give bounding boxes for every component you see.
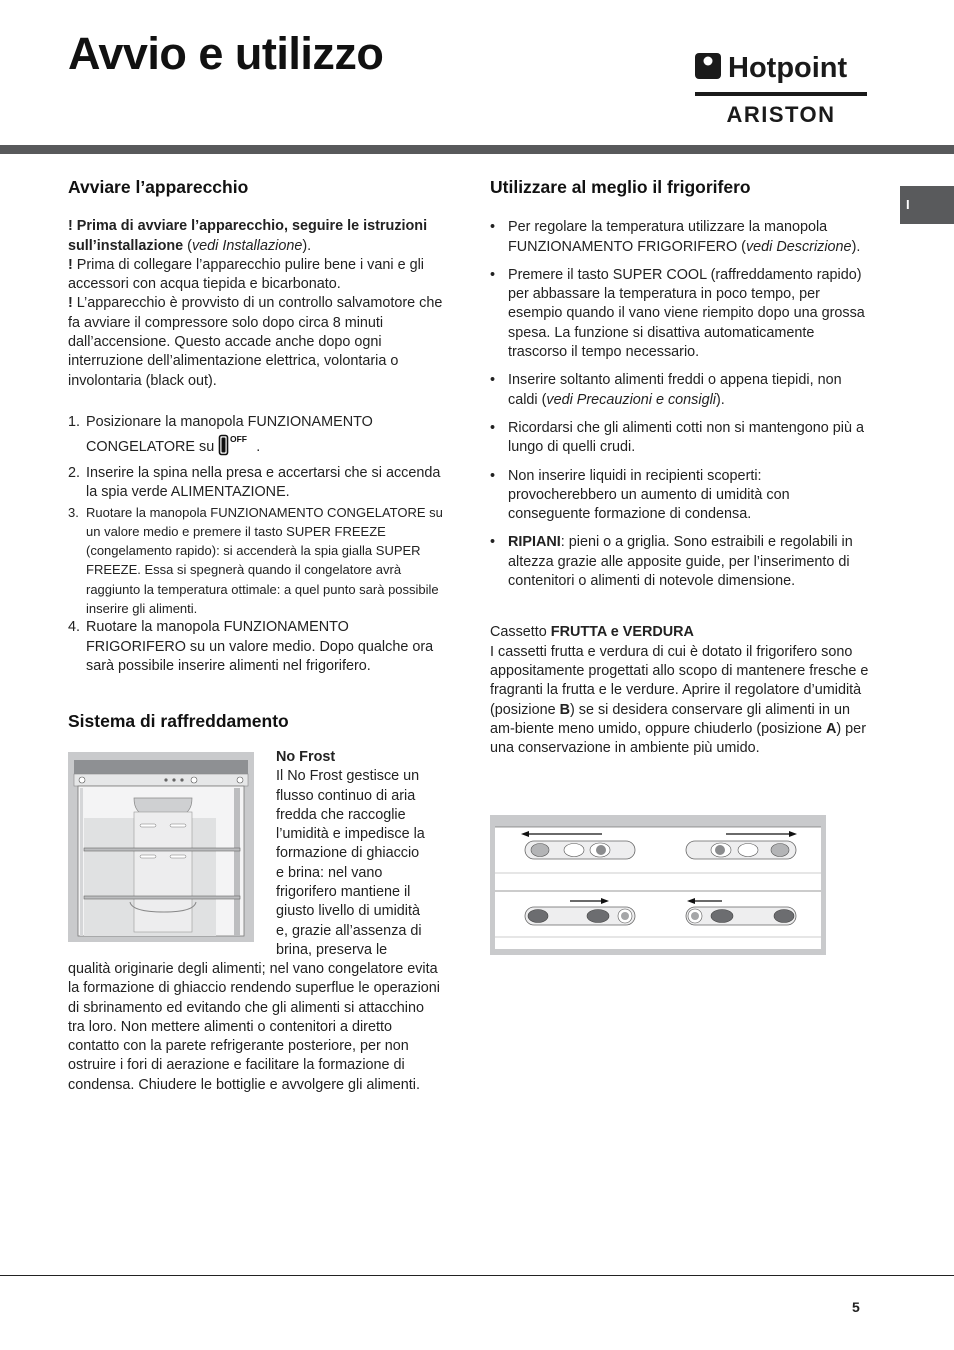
step-item — [68, 618, 444, 676]
tip-text: : pieni o a griglia. Sono estraibili e regolabili in altezza grazie alle apposite guide, per l’inserimento di contenitori o alimenti di notevole dimensione. — [508, 534, 853, 590]
brand-top-text: Hotpoint — [728, 52, 848, 84]
step-text: Ruotare la manopola FUNZIONAMENTO CONGELATORE su un valore medio e premere il tasto SUPER FREEZE (congelamento rapido): si accenderà la spia gialla SUPER FREEZE. Essa si spegnerà quando il congelatore avrà raggiunto la temperatura ottimale: a quel punto sarà possibile inserire gli alimenti. — [86, 504, 443, 617]
tip-text: Premere il tasto SUPER COOL (raffreddamento rapido) per abbassare la temperatura in poco tempo, per esempio quando il vano viene riempito dopo una grossa spesa. La funzione si disattiva automaticamente trascorso il tempo necessario. — [508, 266, 865, 361]
nofrost-line: l’umidità e impedisce la — [276, 826, 425, 843]
nofrost-side-text — [276, 748, 446, 960]
step-text: Inserire la spina nella presa e accertarsi che si accenda la spia verde ALIMENTAZIONE. — [86, 464, 441, 501]
nofrost-line: flusso continuo di aria — [276, 787, 416, 804]
section-heading-start: Avviare l’apparecchio — [68, 177, 249, 197]
step-item — [68, 503, 444, 619]
page-title: Avvio e utilizzo — [68, 28, 384, 79]
nofrost-line: giusto livello di umidità — [276, 903, 420, 920]
tip-text-end: ). — [715, 391, 725, 408]
drawer-label-bold: FRUTTA e VERDURA — [550, 624, 694, 641]
start-steps-list — [68, 410, 444, 676]
step-number: 1. — [68, 413, 81, 430]
tip-bold: RIPIANI — [508, 534, 561, 551]
list-item — [490, 266, 870, 362]
drawer-text: ) se si desidera conservare gli alimenti in un am-biente meno umido, oppure chiuderlo (posizione — [490, 701, 850, 737]
warning-install-open: ( — [183, 237, 192, 254]
off-label: OFF — [230, 433, 248, 444]
step-number: 4. — [68, 619, 81, 636]
list-item — [490, 419, 870, 458]
tip-text: Per regolare la temperatura utilizzare la manopola FUNZIONAMENTO FRIGORIFERO ( — [508, 219, 828, 255]
position-a: A — [825, 720, 837, 737]
warning-mark: ! — [68, 256, 73, 273]
left-column — [68, 178, 444, 732]
warning-motor — [68, 294, 444, 390]
step-text: Posizionare la manopola FUNZIONAMENTO CONGELATORE su — [86, 413, 373, 455]
brand-logo — [694, 52, 870, 126]
section-heading-cooling: Sistema di raffreddamento — [68, 711, 289, 732]
nofrost-body-text — [68, 960, 444, 1095]
header-divider — [0, 145, 954, 154]
nofrost-line: e brina: nel vano — [276, 864, 383, 881]
tip-ref: vedi Precauzioni e consigli — [546, 391, 716, 408]
nofrost-line: fredda che raccoglie — [276, 806, 406, 823]
drawer-description — [490, 643, 870, 759]
section-heading-fridge: Utilizzare al meglio il frigorifero — [490, 177, 751, 197]
tip-text: Inserire soltanto alimenti freddi o appena tiepidi, non caldi ( — [508, 372, 842, 408]
step-number: 3. — [68, 504, 79, 520]
list-item — [490, 218, 870, 257]
warning-install-bold: ! Prima di avviare l’apparecchio, seguire le istruzioni sull’installazione — [68, 218, 428, 254]
nofrost-title: No Frost — [276, 749, 336, 765]
list-item — [490, 467, 870, 525]
language-tab-label: I — [906, 197, 910, 212]
warning-install-ref: vedi Installazione — [191, 237, 303, 254]
step-text-end: . — [252, 438, 261, 455]
step-item — [68, 464, 444, 503]
list-item — [490, 533, 870, 591]
warning-install — [68, 217, 444, 256]
nofrost-line: frigorifero mantiene il — [276, 884, 411, 901]
warning-mark: ! — [68, 295, 73, 312]
drawer-text: ) per una conservazione in ambiente più umido. — [490, 720, 866, 757]
position-b: B — [559, 701, 570, 718]
nofrost-rest: qualità originarie degli alimenti; nel vano congelatore evita la formazione di ghiaccio rendendo superflue le operazioni di sbrinamento ed evitando che gli alimenti si attacchino tra loro. Non mettere alimenti o contenitori a diretto contatto con la parete refrigerante posteriore, per non ostruire i fori di aerazione e facilitare la formazione di condensa. Chiudere le bottiglie e avvolgere gli alimenti. — [68, 961, 440, 1093]
fridge-tips-list — [490, 218, 870, 591]
drawer-heading — [490, 623, 870, 642]
nofrost-line: e, grazie all’assenza di — [276, 922, 422, 939]
tip-text-end: ). — [851, 238, 861, 255]
warning-clean — [68, 256, 444, 295]
language-tab — [900, 186, 954, 224]
drawer-label: Cassetto — [490, 624, 551, 641]
warning-install-close: ). — [302, 237, 312, 254]
tip-ref: vedi Descrizione — [745, 238, 852, 255]
list-item — [490, 371, 870, 410]
nofrost-line: brina, preserva le — [276, 941, 388, 958]
humidity-regulator-illustration — [490, 815, 826, 955]
right-column — [490, 178, 870, 758]
page-number: 5 — [852, 1299, 860, 1315]
tip-text: Ricordarsi che gli alimenti cotti non si mantengono più a lungo di quelli crudi. — [508, 419, 864, 456]
nofrost-line: formazione di ghiaccio — [276, 845, 420, 862]
off-knob-icon — [218, 434, 252, 464]
step-item — [68, 410, 444, 464]
drawer-text: I cassetti frutta e verdura di cui è dotato il frigorifero sono appositamente progettati allo scopo di mantenere fresche e fragranti la frutta e le verdure. Aprire il regolatore d’umidità (posizione — [490, 643, 869, 718]
fridge-interior-illustration — [68, 752, 254, 942]
nofrost-line: Il No Frost gestisce un — [276, 768, 420, 785]
footer-divider — [0, 1275, 954, 1276]
warning-motor-text: L’apparecchio è provvisto di un controllo salvamotore che fa avviare il compressore solo dopo circa 8 minuti dall’accensione. Questo accade anche dopo ogni interruzione dell’alimentazione elettrica, volontaria o involontaria (black out). — [68, 295, 443, 389]
brand-bottom-text: ARISTON — [726, 102, 836, 126]
warning-clean-text: Prima di collegare l’apparecchio pulire bene i vani e gli accessori con acqua tiepida e bicarbonato. — [68, 256, 424, 293]
tip-text: Non inserire liquidi in recipienti scoperti: provocherebbero un aumento di umidità con conseguente formazione di condensa. — [508, 467, 790, 523]
step-text: Ruotare la manopola FUNZIONAMENTO FRIGORIFERO su un valore medio. Dopo qualche ora sarà possibile inserire alimenti nel frigorifero. — [86, 619, 434, 674]
step-number: 2. — [68, 464, 81, 481]
